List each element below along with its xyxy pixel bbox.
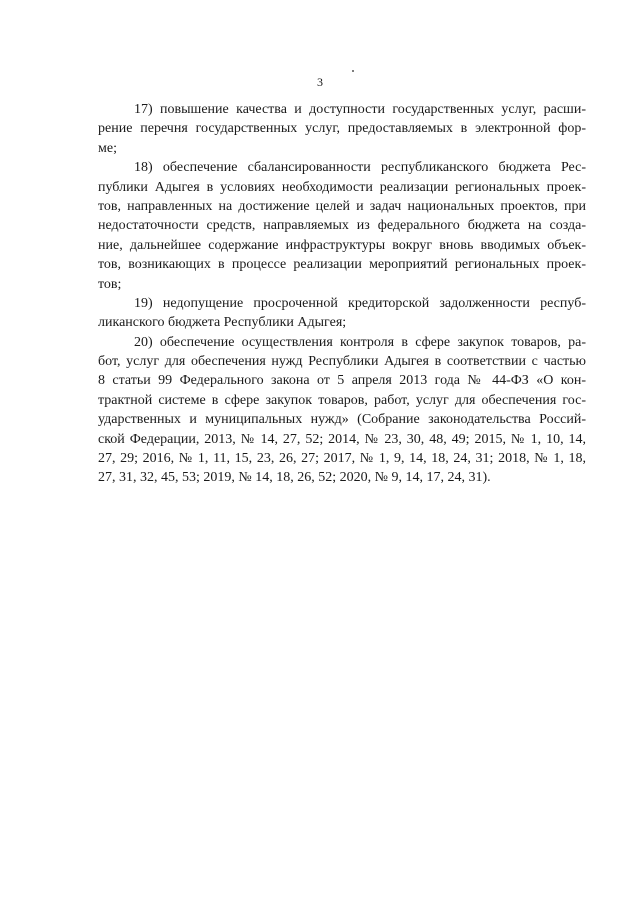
text-line: 27, 29; 2016, № 1, 11, 15, 23, 26, 27; 2017, № 1, 9, 14, 18, 24, 31; 2018, № 1, 18, (98, 451, 586, 467)
text-line: 17) повышение качества и доступности государственных услуг, расши- (134, 102, 586, 117)
text-line: рение перечня государственных услуг, предоставляемых в электронной фор- (98, 121, 586, 137)
document-body (98, 100, 586, 488)
text-line: 20) обеспечение осуществления контроля в сфере закупок товаров, ра- (134, 334, 586, 350)
text-line: 18) обеспечение сбалансированности республиканского бюджета Рес- (134, 160, 586, 176)
text-line: 27, 31, 32, 45, 53; 2019, № 14, 18, 26, 52; 2020, № 9, 14, 17, 24, 31). (98, 470, 491, 486)
text-line: ударственных и муниципальных нужд» (Собрание законодательства Россий- (98, 412, 586, 428)
text-line: трактной системе в сфере закупок товаров, работ, услуг для обеспечения гос- (98, 392, 586, 408)
text-line: тов, направленных на достижение целей и задач национальных проектов, при (98, 198, 586, 214)
text-line: публики Адыгея в условиях необходимости реализации региональных проек- (98, 179, 586, 195)
text-line: тов; (98, 276, 122, 292)
text-line: 19) недопущение просроченной кредиторской задолженности респуб- (134, 295, 586, 311)
text-line: ние, дальнейшее содержание инфраструктуры вокруг вновь вводимых объек- (98, 237, 586, 253)
scan-speck (352, 70, 354, 72)
text-line: ме; (98, 140, 117, 156)
text-line: бот, услуг для обеспечения нужд Республики Адыгея в соответствии с частью (98, 354, 586, 370)
text-line: 8 статьи 99 Федерального закона от 5 апреля 2013 года № 44-ФЗ «О кон- (98, 373, 586, 389)
text-line: недостаточности средств, направляемых из федерального бюджета на созда- (98, 218, 586, 234)
text-line: ской Федерации, 2013, № 14, 27, 52; 2014, № 23, 30, 48, 49; 2015, № 1, 10, 14, (98, 431, 586, 447)
text-line: ликанского бюджета Республики Адыгея; (98, 315, 347, 331)
text-line: тов, возникающих в процессе реализации мероприятий региональных проек- (98, 257, 586, 273)
page-number: 3 (317, 75, 323, 89)
